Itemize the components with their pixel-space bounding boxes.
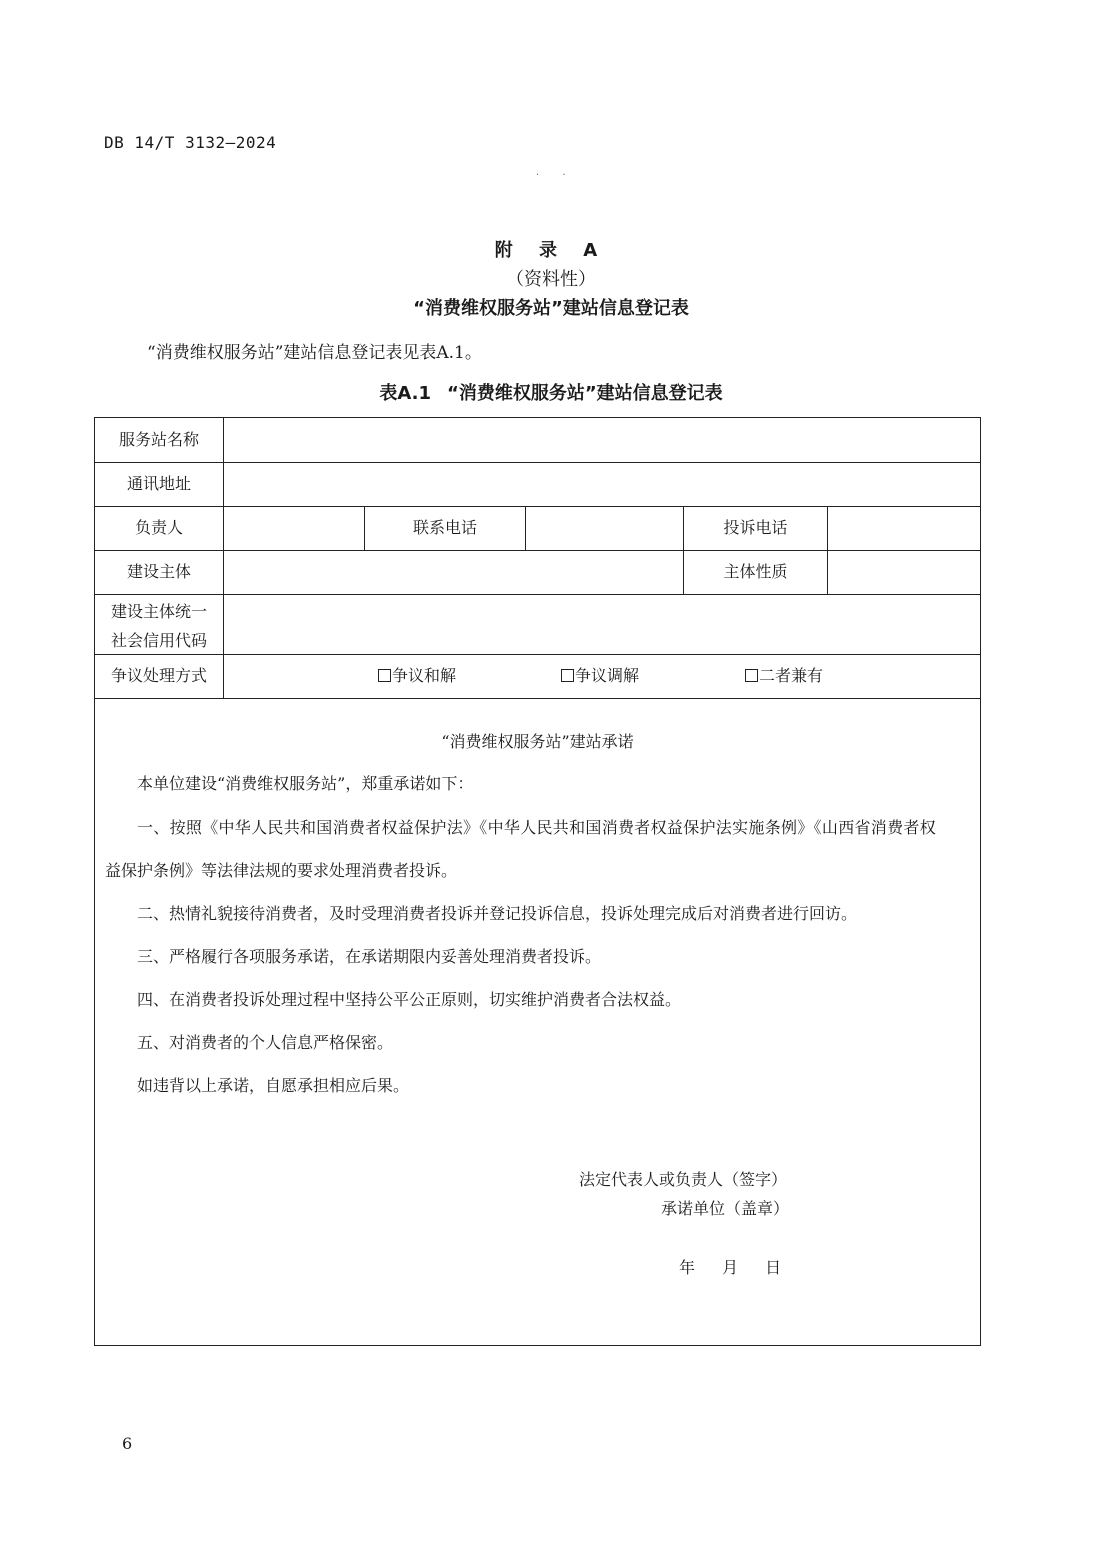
header-dots: · · bbox=[536, 170, 576, 181]
dispute-option-mediation[interactable]: 争议调解 bbox=[561, 665, 639, 687]
promise-item-3: 三、严格履行各项服务承诺，在承诺期限内妥善处理消费者投诉。 bbox=[137, 947, 602, 966]
contact-phone-field[interactable] bbox=[526, 507, 683, 550]
complaint-phone-label: 投诉电话 bbox=[723, 518, 788, 537]
credit-code-label-line2: 社会信用代码 bbox=[110, 631, 207, 650]
credit-code-label bbox=[95, 597, 223, 655]
checkbox-icon[interactable] bbox=[378, 669, 391, 682]
registration-form-table bbox=[94, 417, 981, 1346]
station-name-field[interactable] bbox=[224, 418, 981, 462]
promise-item-2: 二、热情礼貌接待消费者，及时受理消费者投诉并登记投诉信息，投诉处理完成后对消费者进行回访。 bbox=[137, 904, 858, 923]
builder-nature-field[interactable] bbox=[828, 551, 981, 594]
dispute-option-settlement[interactable]: 争议和解 bbox=[378, 665, 456, 687]
document-code: DB 14/T 3132—2024 bbox=[104, 133, 277, 152]
table-caption-prefix: 表A.1 bbox=[379, 383, 431, 404]
credit-code-field[interactable] bbox=[224, 595, 981, 654]
promise-opening: 本单位建设“消费维权服务站”，郑重承诺如下： bbox=[137, 774, 474, 793]
address-label: 通讯地址 bbox=[126, 474, 191, 493]
appendix-intro: “消费维权服务站”建站信息登记表见表A.1。 bbox=[147, 343, 482, 363]
appendix-label: 附 录 A bbox=[494, 240, 608, 261]
person-in-charge-field[interactable] bbox=[224, 507, 364, 550]
station-name-label: 服务站名称 bbox=[118, 430, 199, 449]
person-in-charge-label: 负责人 bbox=[134, 518, 183, 537]
signature-representative: 法定代表人或负责人（签字） bbox=[579, 1170, 788, 1189]
checkbox-icon[interactable] bbox=[561, 669, 574, 682]
complaint-phone-field[interactable] bbox=[828, 507, 981, 550]
promise-closing: 如违背以上承诺，自愿承担相应后果。 bbox=[137, 1076, 410, 1095]
promise-item-1-line-2: 益保护条例》等法律法规的要求处理消费者投诉。 bbox=[105, 861, 458, 880]
builder-label: 建设主体 bbox=[126, 562, 191, 581]
builder-nature-label: 主体性质 bbox=[723, 562, 788, 581]
table-caption bbox=[0, 379, 1102, 405]
promise-title: “消费维权服务站”建站承诺 bbox=[441, 732, 634, 751]
appendix-title: “消费维权服务站”建站信息登记表 bbox=[413, 298, 689, 319]
promise-item-1-line-1: 一、按照《中华人民共和国消费者权益保护法》《中华人民共和国消费者权益保护法实施条例》《山西省消费者权 bbox=[137, 818, 937, 837]
checkbox-icon[interactable] bbox=[745, 669, 758, 682]
address-field[interactable] bbox=[224, 463, 981, 506]
dispute-method-label: 争议处理方式 bbox=[110, 666, 207, 685]
appendix-type: （资料性） bbox=[506, 269, 596, 290]
table-caption-title: “消费维权服务站”建站信息登记表 bbox=[446, 383, 723, 404]
page-number: 6 bbox=[122, 1434, 133, 1453]
credit-code-label-line1: 建设主体统一 bbox=[110, 602, 207, 621]
signature-date: 年 月 日 bbox=[679, 1258, 782, 1277]
promise-item-4: 四、在消费者投诉处理过程中坚持公平公正原则，切实维护消费者合法权益。 bbox=[137, 990, 682, 1009]
contact-phone-label: 联系电话 bbox=[412, 518, 477, 537]
builder-field[interactable] bbox=[224, 551, 683, 594]
signature-unit-seal: 承诺单位（盖章） bbox=[661, 1199, 790, 1218]
dispute-option-both[interactable]: 二者兼有 bbox=[745, 665, 823, 687]
promise-item-5: 五、对消费者的个人信息严格保密。 bbox=[137, 1033, 394, 1052]
